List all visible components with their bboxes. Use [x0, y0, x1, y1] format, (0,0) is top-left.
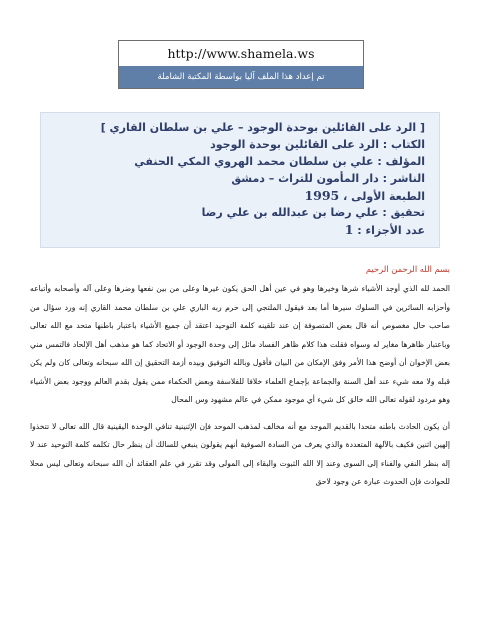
- book-parts: [51, 221, 425, 238]
- body-text: [30, 262, 450, 500]
- paragraph-1: الحمد لله الذي أوجد الأشياء شرها وخيرها وهو في عين أهل الحق يكون غيرها وعلى من بين نفعها وضرها وعلى آله وأصحابه وأتباعه وأحزابه السائرين في السلوك سيرها أما بعد فيقول الملتجي إلى حرم ربه الباري علي بن سلطان محمد القاري إنه ورد سؤال من صاحب حال مغصوص أنه قال بعض المتصوفة إن عند تلقينه كلمة التوحيد اعتقد أن جميع الأشياء باعتبار باطنها متحد مع الله تعالى وباعتبار ظاهرها مغاير له وسواه فقلت هذا كلام ظاهر الفساد مائل إلى وحدة الوجود أو الاتحاد كما هو مذهب أهل الإلحاد فالتمس مني بعض الإخوان أن أوضح هذا الأمر وفق الإمكان من البيان فأقول وبالله التوفيق وبيده أزمة التحقيق إن الله سبحانه وتعالى كان ولم يكن قبله ولا معه شيء عند أهل السنة والجماعة بإجماع العلماء خلافا للفلاسفة وبعض الحكماء ممن يقول بقدم العالم ووجود بعض الأشياء وهو مردود لقوله تعالى الله خالق كل شيء أي موجود ممكن في عالم مشهود وس المحال: [30, 284, 450, 404]
- book-editor: تحقيق : علي رضا بن عبدالله بن علي رضا: [201, 206, 425, 219]
- book-edition: [51, 187, 425, 204]
- header-box: [118, 40, 364, 89]
- source-url-link[interactable]: http://www.shamela.ws: [167, 46, 315, 61]
- generated-by-banner: تم إعداد هذا الملف آليا بواسطة المكتبة الشاملة: [119, 66, 363, 88]
- edition-year: 1995: [304, 188, 340, 203]
- basmala: بسم الله الرحمن الرحيم: [365, 264, 450, 274]
- parts-label: عدد الأجزاء :: [357, 224, 425, 237]
- book-full-title: [ الرد على القائلين بوحدة الوجود – علي بن سلطان القاري ]: [100, 121, 425, 134]
- paragraph-2: أن يكون الحادث باطنه متحدا بالقديم الموجد مع أنه مخالف لمذهب الموحد فإن الإثنينية تنافي الوحدة اليقينية قال الله تعالى لا تتخذوا إلهين اثنين فكيف بالآلهة المتعددة والذي يعرف من السادة الصوفية أنهم يقولون ينبغي للسالك أن ينظر حال تكلمه كلمة التوحيد عند لا إله بنظر النفي والفناء إلى السوى وعند إلا الله الثبوت والبقاء إلى المولى وقد تقرر في علم العقائد أن الله سبحانه وتعالى ليس محلا للحوادث فإن الحدوث عبارة عن وجود لاحق: [30, 421, 450, 486]
- parts-value: 1: [344, 222, 354, 237]
- book-info-box: [40, 112, 440, 248]
- book-title: الكتاب : الرد على القائلين بوحدة الوجود: [210, 138, 425, 151]
- book-publisher: الناشر : دار المأمون للتراث – دمشق: [231, 172, 425, 185]
- book-author: المؤلف : علي بن سلطان محمد الهروي المكي الحنفي: [134, 155, 425, 168]
- edition-label: الطبعة الأولى ،: [343, 190, 425, 203]
